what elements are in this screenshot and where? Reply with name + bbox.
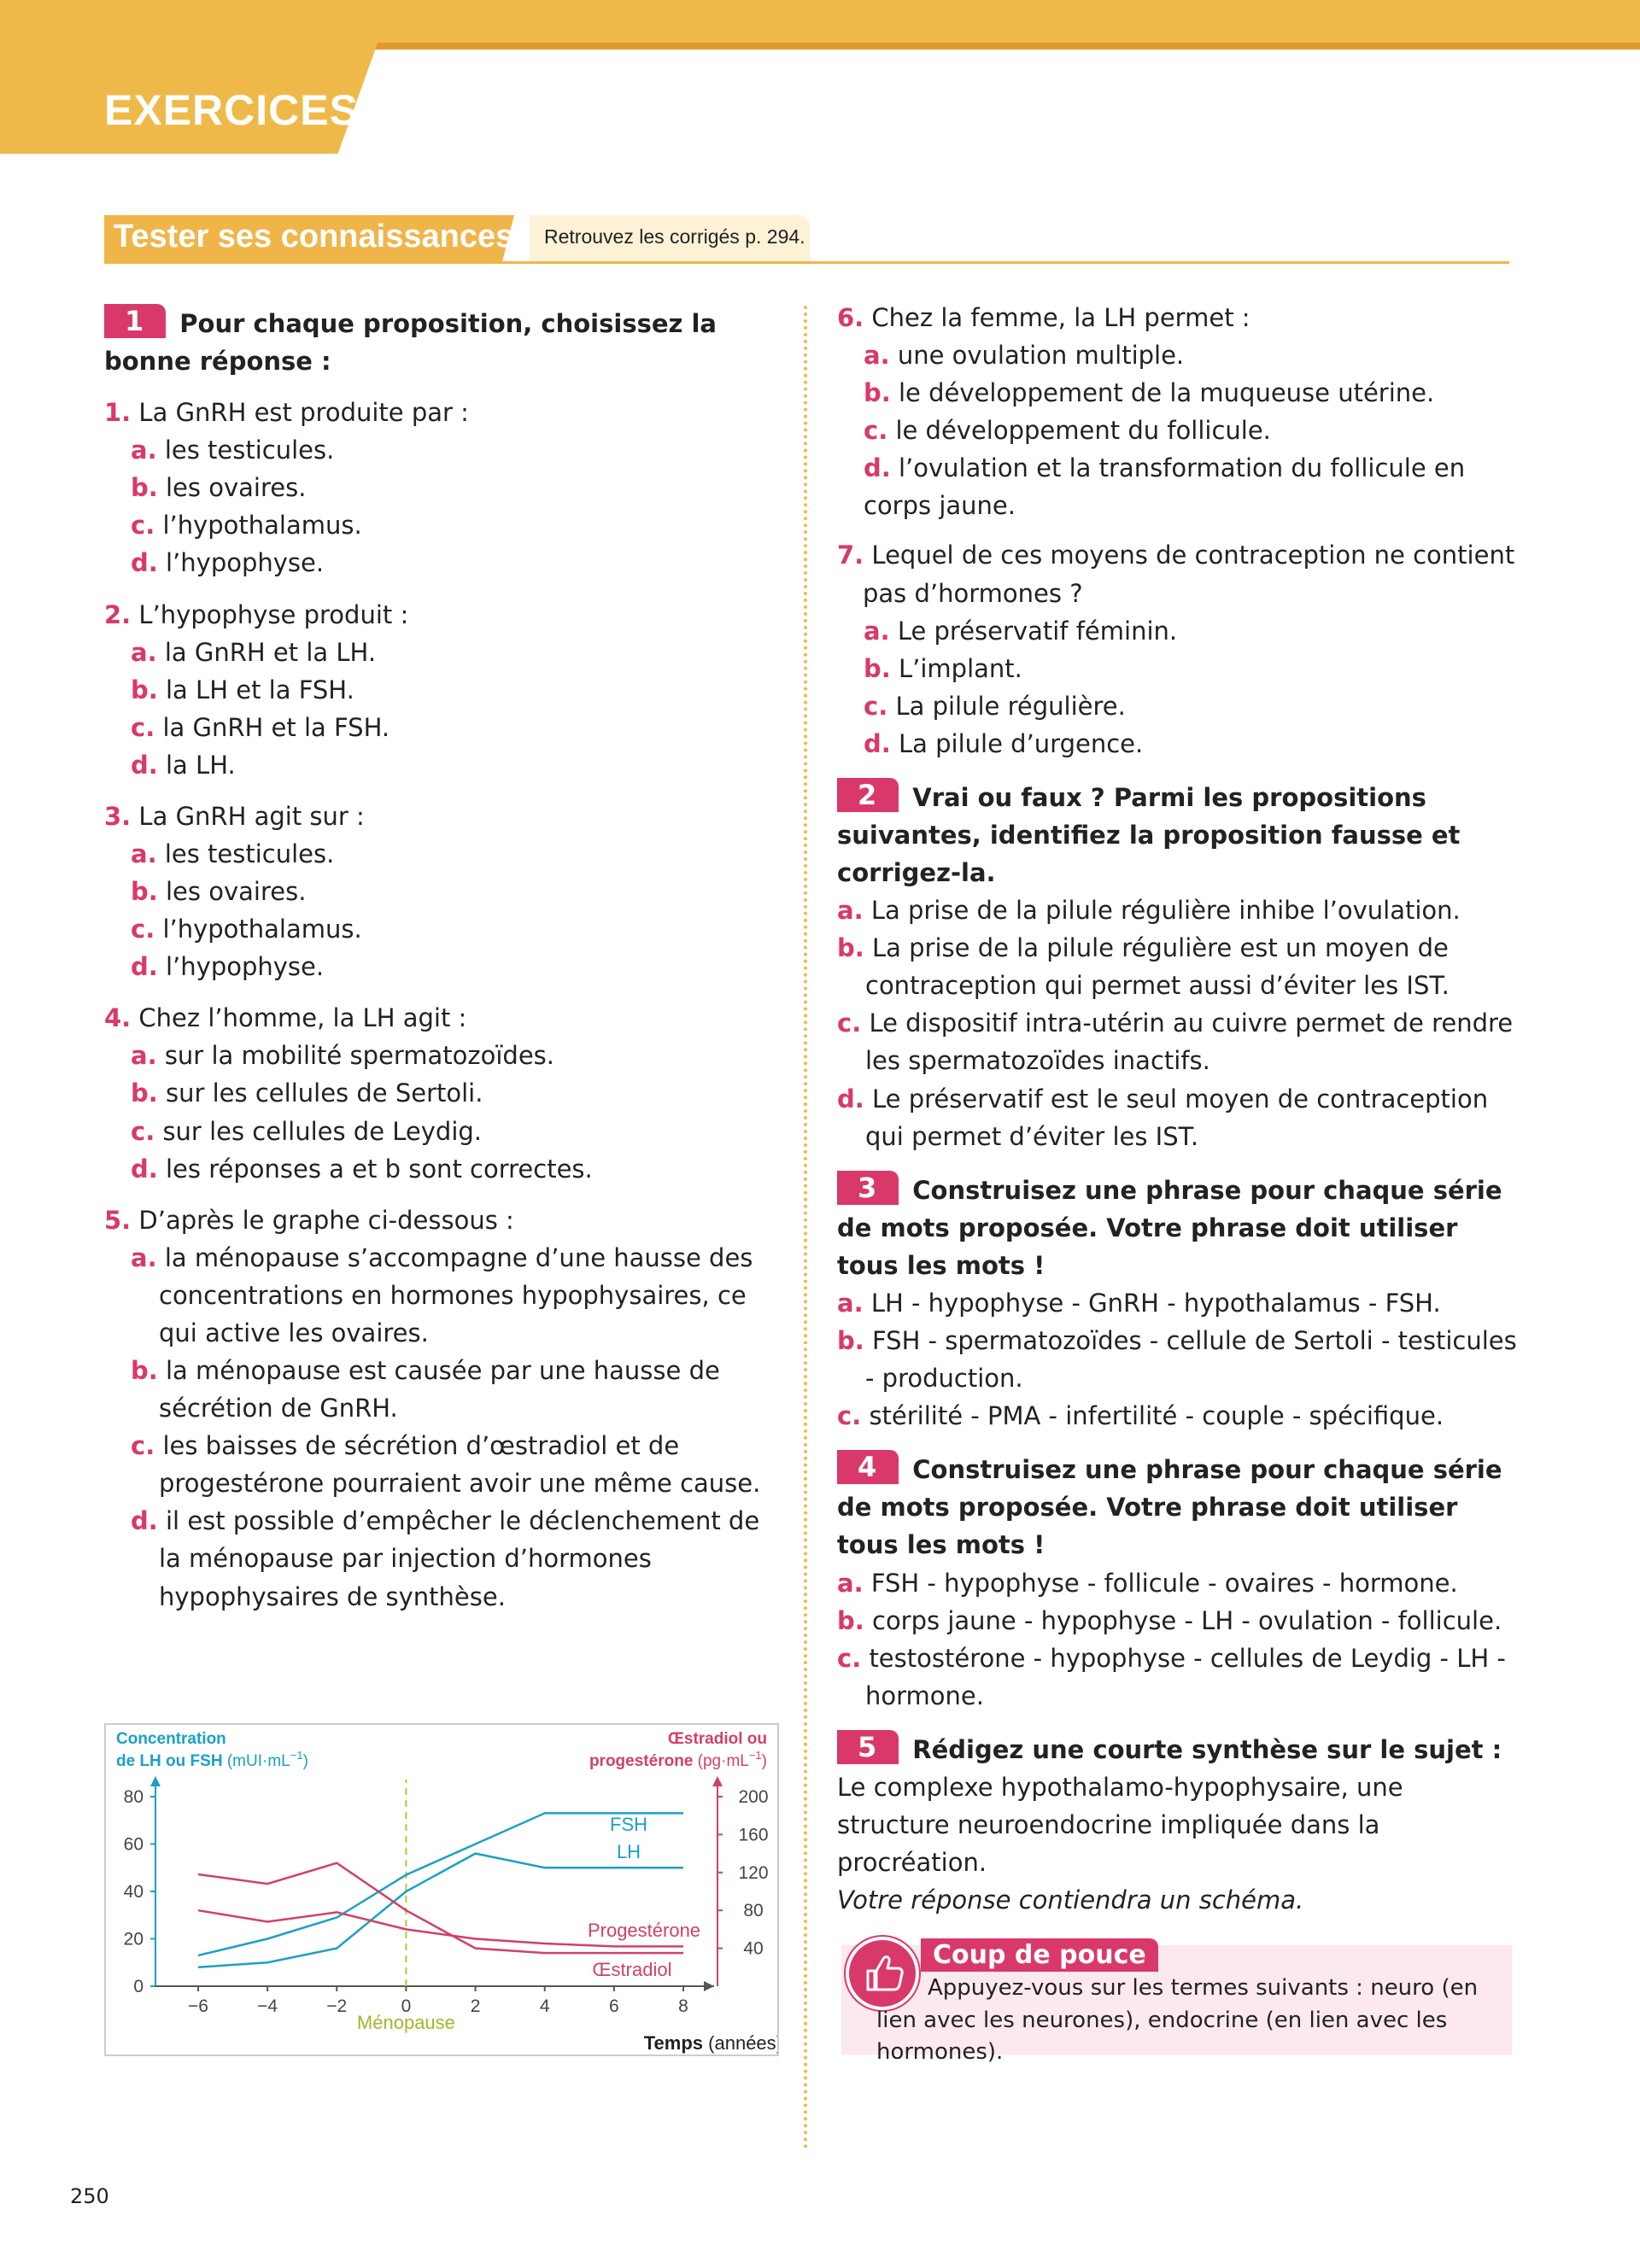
option: b. le développement de la muqueuse utérine. [864, 378, 1435, 408]
left-axis-title-2: de LH ou FSH $(mUI\cdot mL^{-1})$ [116, 1749, 308, 1770]
option: a. Le préservatif féminin. [864, 616, 1178, 646]
option: d. il est possible d’empêcher le déclenchement de la ménopause par injection d’hormones hypophysaires de synthèse. [131, 1506, 760, 1611]
right-tick-label: 200 [738, 1787, 769, 1807]
item: b. corps jaune - hypophyse - LH - ovulation - follicule. [837, 1605, 1502, 1635]
x-tick-label: 6 [609, 1996, 619, 2016]
exercise-4 [837, 1450, 1520, 1715]
x-axis-arrow [704, 1981, 714, 1991]
left-tick-label: 20 [123, 1929, 144, 1949]
tip-text: Appuyez-vous sur les termes suivants : neuro (en lien avec les neurones), endocrine (en lien avec les hormones). [876, 1975, 1479, 2066]
left-axis-title-1: Concentration [116, 1730, 226, 1748]
left-tick-label: 60 [123, 1834, 144, 1855]
option: a. sur la mobilité spermatozoïdes. [131, 1041, 554, 1071]
option: b. la LH et la FSH. [131, 675, 354, 704]
right-tick-label: 160 [738, 1825, 769, 1845]
question-4: 4. Chez l’homme, la LH agit : a. sur la mobilité spermatozoïdes. b. sur les cellules de Sertoli. c. sur les cellules de Leydig. d. les réponses a et b sont correctes. [104, 999, 788, 1187]
page-title: EXERCICES [104, 86, 359, 134]
hormone-chart [104, 1723, 779, 2056]
item: c. stérilité - PMA - infertilité - couple - spécifique. [837, 1401, 1444, 1431]
option: a. la ménopause s’accompagne d’une hausse des concentrations en hormones hypophysaires, ce qui active les ovaires. [131, 1242, 753, 1347]
option: c. le développement du follicule. [864, 416, 1271, 446]
exercise-5-note: Votre réponse contiendra un schéma. [837, 1885, 1304, 1915]
exercise-4-number: 4 [837, 1450, 899, 1484]
exercise-1-number: 1 [104, 304, 166, 338]
option: b. les ovaires. [131, 877, 307, 907]
option: b. les ovaires. [131, 473, 307, 503]
option: c. l’hypothalamus. [131, 915, 362, 944]
option: a. la GnRH et la LH. [131, 637, 377, 667]
option: d. l’ovulation et la transformation du follicule en corps jaune. [864, 453, 1466, 521]
option: b. sur les cellules de Sertoli. [131, 1078, 483, 1108]
x-tick-label: 0 [401, 1996, 412, 2016]
question-1: 1. La GnRH est produite par : a. les testicules. b. les ovaires. c. l’hypothalamus. d. l’hypophyse. [104, 394, 788, 582]
question-2: 2. L’hypophyse produit : a. la GnRH et la LH. b. la LH et la FSH. c. la GnRH et la FSH. d. la LH. [104, 596, 788, 784]
section-title: Tester ses connaissances [114, 219, 514, 254]
option: d. l’hypophyse. [131, 548, 325, 578]
series-label: Œstradiol [592, 1959, 672, 1980]
option: c. la GnRH et la FSH. [131, 712, 390, 742]
exercise-2-title: Vrai ou faux ? Parmi les propositions suivantes, identifiez la proposition fausse et corrigez-la. [837, 782, 1461, 888]
exercise-2-number: 2 [837, 778, 899, 812]
option: b. la ménopause est causée par une hausse de sécrétion de GnRH. [131, 1356, 720, 1423]
tip-title: Coup de pouce [921, 1938, 1158, 1972]
question-6: 6. Chez la femme, la LH permet : a. une ovulation multiple. b. le développement de la muqueuse utérine. c. le développement du follicule. d. l’ovulation et la transformation du follicule en corps jaune. [837, 299, 1520, 524]
left-axis-arrow [150, 1776, 161, 1786]
exercise-2 [837, 778, 1520, 1155]
series-label: FSH [610, 1814, 647, 1835]
option: a. une ovulation multiple. [864, 341, 1185, 371]
exercise-3-title: Construisez une phrase pour chaque série de mots proposée. Votre phrase doit utiliser tous les mots ! [837, 1175, 1502, 1280]
exercise-3-number: 3 [837, 1171, 899, 1205]
left-tick-label: 80 [123, 1787, 144, 1807]
menopause-label: Ménopause [356, 2012, 455, 2033]
x-axis-title: Temps (années) [643, 2032, 777, 2054]
x-tick-label: 2 [470, 1996, 481, 2016]
page-number: 250 [70, 2184, 109, 2208]
item: c. testostérone - hypophyse - cellules de Leydig - LH - hormone. [837, 1643, 1506, 1710]
option: a. les testicules. [131, 435, 335, 465]
exercise-1-title: Pour chaque proposition, choisissez la bonne réponse : [104, 309, 717, 377]
option: c. l’hypothalamus. [131, 511, 362, 541]
item: d. Le préservatif est le seul moyen de contraception qui permet d’éviter les IST. [837, 1084, 1489, 1151]
series-label: LH [616, 1841, 641, 1862]
option: d. les réponses a et b sont correctes. [131, 1154, 593, 1184]
option: c. sur les cellules de Leydig. [131, 1116, 483, 1146]
right-column [837, 299, 1520, 1919]
option: d. La pilule d’urgence. [864, 728, 1144, 758]
item: b. FSH - spermatozoïdes - cellule de Sertoli - testicules - production. [837, 1326, 1517, 1394]
exercise-5-title: Rédigez une courte synthèse sur le sujet : [912, 1734, 1502, 1764]
exercise-5-body: Le complexe hypothalamo-hypophysaire, une structure neuroendocrine impliquée dans la procréation. [837, 1772, 1403, 1878]
item: a. FSH - hypophyse - follicule - ovaires - hormone. [837, 1568, 1458, 1598]
x-tick-label: −6 [188, 1996, 208, 2016]
section-note: Retrouvez les corrigés p. 294. [544, 225, 805, 248]
option: c. La pilule régulière. [864, 691, 1126, 721]
x-tick-label: 4 [539, 1996, 550, 2016]
right-tick-label: 80 [743, 1901, 764, 1921]
item: c. Le dispositif intra-utérin au cuivre permet de rendre les spermatozoïdes inactifs. [837, 1008, 1514, 1076]
series-label: Progestérone [587, 1920, 701, 1941]
exercise-3 [837, 1171, 1520, 1435]
exercise-4-title: Construisez une phrase pour chaque série de mots proposée. Votre phrase doit utiliser tous les mots ! [837, 1455, 1502, 1560]
series-line-lh [198, 1854, 683, 1967]
option: a. les testicules. [131, 839, 335, 869]
right-axis-title-1: Œstradiol ou [667, 1730, 767, 1748]
question-7: 7. Lequel de ces moyens de contraception ne contient pas d’hormones ? a. Le préservatif féminin. b. L’implant. c. La pilule régulière. d. La pilule d’urgence. [837, 536, 1520, 762]
section-rule [104, 261, 1509, 264]
option: d. l’hypophyse. [131, 952, 325, 982]
x-tick-label: 8 [678, 1996, 688, 2016]
item: b. La prise de la pilule régulière est un moyen de contraception qui permet aussi d’éviter les IST. [837, 933, 1450, 1001]
question-5: 5. D’après le graphe ci-dessous : a. la ménopause s’accompagne d’une hausse des concentrations en hormones hypophysaires, ce qui active les ovaires. b. la ménopause est causée par une hausse de sécrétion de GnRH. c. les baisses de sécrétion d’œstradiol et de progestérone pourraient avoir une même cause. d. il est possible d’empêcher le déclenchement de la ménopause par injection d’hormones hypophysaires de synthèse. [104, 1201, 788, 1616]
exercise-5 [837, 1730, 1520, 1919]
x-tick-label: −4 [257, 1996, 278, 2016]
right-tick-label: 120 [738, 1862, 769, 1883]
option: d. la LH. [131, 750, 236, 780]
chart-svg [106, 1725, 777, 2055]
right-axis-arrow [712, 1776, 723, 1786]
option: c. les baisses de sécrétion d’œstradiol et de progestérone pourraient avoir une même cause. [131, 1431, 761, 1499]
right-axis-title-2: progestérone $(pg\cdot mL^{-1})$ [589, 1749, 767, 1770]
right-tick-label: 40 [743, 1938, 764, 1959]
exercise-5-number: 5 [837, 1730, 899, 1764]
question-3: 3. La GnRH agit sur : a. les testicules. b. les ovaires. c. l’hypothalamus. d. l’hypophyse. [104, 798, 788, 985]
left-tick-label: 40 [123, 1882, 144, 1902]
x-tick-label: −2 [326, 1996, 348, 2016]
left-column [104, 304, 788, 1616]
column-divider [804, 306, 807, 2150]
option: b. L’implant. [864, 653, 1022, 683]
item: a. La prise de la pilule régulière inhibe l’ovulation. [837, 896, 1461, 926]
left-tick-label: 0 [133, 1977, 144, 1996]
exercise-1-heading [104, 304, 788, 380]
item: a. LH - hypophyse - GnRH - hypothalamus - FSH. [837, 1288, 1441, 1318]
